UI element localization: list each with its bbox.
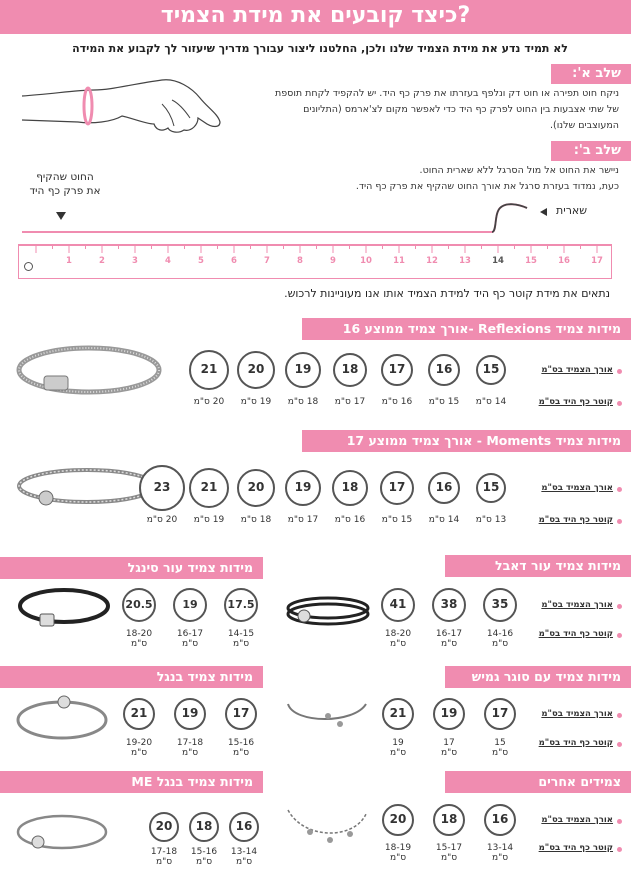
wrist-unit: ס"מ — [491, 853, 509, 863]
row-label-length: אורך הצמיד בס"מ — [541, 483, 613, 493]
wrist-value: 19 — [392, 738, 404, 748]
bangle-wrist-size — [213, 738, 269, 758]
moments-size-circle: 23 — [139, 465, 185, 511]
wrist-unit: ס"מ — [155, 857, 173, 867]
ruler-number: 4 — [165, 256, 171, 266]
thread-label-line: את פרק כף היד — [29, 185, 101, 197]
thread-label — [10, 170, 120, 198]
double-leather-wrist-size — [370, 629, 426, 649]
others-size-circle: 18 — [433, 804, 465, 836]
bullet-dot-icon — [617, 847, 622, 852]
intro-text: לא תמיד נדע את מידת הצמיד שלנו ולכן, החלטנו ליצור עבורך מדריך שיעזור לך לקבוע את המידה — [72, 42, 568, 55]
row-label-wrist: קוטר כף היד בס"מ — [538, 397, 613, 407]
slider-size-circle: 21 — [382, 698, 414, 730]
wrist-value: 18-20 — [384, 629, 412, 639]
others-wrist-size — [370, 843, 426, 863]
ruler-number: 2 — [99, 256, 105, 266]
single-leather-wrist-size — [162, 629, 218, 649]
section-others-title: צמידים אחרים — [445, 771, 631, 793]
double-leather-wrist-size — [472, 629, 528, 649]
reflexions-size-circle: 15 — [476, 355, 506, 385]
bullet-dot-icon — [617, 369, 622, 374]
moments-size-circle: 19 — [285, 470, 321, 506]
wrist-unit: ס"מ — [232, 639, 250, 649]
ruler-number: 8 — [297, 256, 303, 266]
bullet-dot-icon — [617, 401, 622, 406]
wrist-unit: ס"מ — [389, 639, 407, 649]
wrist-value: 16-17 — [176, 629, 204, 639]
others-size-circle: 20 — [382, 804, 414, 836]
wrist-value: 15-16 — [227, 738, 255, 748]
reflexions-size-circle: 19 — [285, 352, 321, 388]
step-b-line: כעת, נמדוד בעזרת סרגל את אורך החוט שהקיף את פרק כף היד. — [355, 181, 619, 192]
ruler-hole-icon — [24, 262, 33, 271]
wrist-unit: ס"מ — [389, 853, 407, 863]
wrist-unit: ס"מ — [440, 639, 458, 649]
single-leather-bracelet-image — [16, 584, 112, 634]
bullet-dot-icon — [617, 713, 622, 718]
row-label-wrist: קוטר כף היד בס"מ — [538, 629, 613, 639]
step-a-line: של שתי אצבעות בין החוט לפרק כף היד כדי לאפשר מקום לצ'ארמס (התליונים — [303, 104, 619, 115]
slider-wrist-size — [472, 738, 528, 758]
section-bangle-me-title: מידות צמיד בנגל ME — [0, 771, 263, 793]
wrist-value: 20 ס"מ — [146, 515, 178, 525]
section-slider-title: מידות צמיד עם סוגר גמיש — [445, 666, 631, 688]
wrist-value: 18-20 — [125, 629, 153, 639]
section-moments-title: מידות צמיד Moments - אורך צמיד ממוצע 17 — [302, 430, 631, 452]
bullet-dot-icon — [617, 742, 622, 747]
wrist-value: 15 ס"מ — [428, 397, 460, 407]
reflexions-size-circle: 20 — [237, 351, 275, 389]
bullet-dot-icon — [617, 819, 622, 824]
wrist-unit: ס"מ — [491, 639, 509, 649]
ruler-number: 17 — [591, 256, 603, 266]
double-leather-bracelet-image — [284, 588, 370, 634]
bullet-dot-icon — [617, 633, 622, 638]
wrist-unit: ס"מ — [181, 748, 199, 758]
bangle-me-wrist-size — [136, 847, 192, 867]
wrist-value: 15-17 — [435, 843, 463, 853]
reflexions-wrist-size — [181, 397, 237, 407]
wrist-value: 14-16 — [486, 629, 514, 639]
wrist-unit: ס"מ — [232, 748, 250, 758]
slider-wrist-size — [370, 738, 426, 758]
ruler-number: 3 — [132, 256, 138, 266]
slider-bracelet-image — [284, 694, 370, 740]
double-leather-wrist-size — [421, 629, 477, 649]
row-label-length: אורך הצמיד בס"מ — [541, 365, 613, 375]
bullet-dot-icon — [617, 487, 622, 492]
bangle-me-bracelet-image — [14, 808, 110, 860]
step-b-line: ניישר את החוט אל מול הסרגל ללא שארית החוט. — [419, 165, 619, 176]
wrist-value: 16-17 — [435, 629, 463, 639]
hand-illustration — [22, 74, 222, 144]
wrist-value: 13-14 — [486, 843, 514, 853]
row-label-length: אורך הצמיד בס"מ — [541, 709, 613, 719]
reflexions-bracelet-image — [14, 340, 164, 400]
wrist-value: 15-16 — [190, 847, 218, 857]
single-leather-size-circle: 20.5 — [122, 588, 156, 622]
moments-size-circle: 16 — [428, 472, 460, 504]
wrist-value: 17-18 — [176, 738, 204, 748]
wrist-value: 19-20 — [125, 738, 153, 748]
section-double-leather-title: מידות צמיד עור דאבל — [445, 555, 631, 577]
step-a-label: שלב א': — [551, 64, 631, 84]
moments-size-circle: 21 — [189, 468, 229, 508]
wrist-unit: ס"מ — [440, 853, 458, 863]
wrist-unit: ס"מ — [440, 748, 458, 758]
moments-wrist-size — [134, 515, 190, 525]
wrist-unit: ס"מ — [130, 748, 148, 758]
single-leather-wrist-size — [213, 629, 269, 649]
wrist-value: 14 ס"מ — [475, 397, 507, 407]
step-b-label: שלב ב': — [551, 141, 631, 161]
moments-size-circle: 17 — [380, 471, 414, 505]
ruler-number: 5 — [198, 256, 204, 266]
slider-size-circle: 19 — [433, 698, 465, 730]
ruler-number: 14 — [492, 256, 504, 266]
others-size-circle: 16 — [484, 804, 516, 836]
reflexions-size-circle: 18 — [333, 353, 367, 387]
step-a-text — [219, 86, 619, 134]
remainder-label: שארית — [556, 204, 588, 217]
wrist-value: 19 ס"מ — [193, 515, 225, 525]
ruler-number: 13 — [459, 256, 471, 266]
wrist-value: 13 ס"מ — [475, 515, 507, 525]
wrist-unit: ס"מ — [389, 748, 407, 758]
wrist-unit: ס"מ — [181, 639, 199, 649]
wrist-value: 17 — [443, 738, 455, 748]
row-label-wrist: קוטר כף היד בס"מ — [538, 738, 613, 748]
single-leather-size-circle: 17.5 — [224, 588, 258, 622]
bangle-me-size-circle: 18 — [189, 812, 219, 842]
slider-wrist-size — [421, 738, 477, 758]
title-bar — [0, 0, 631, 34]
wrist-value: 18-19 — [384, 843, 412, 853]
single-leather-wrist-size — [111, 629, 167, 649]
wrist-unit: ס"מ — [491, 748, 509, 758]
wrist-value: 17 ס"מ — [334, 397, 366, 407]
thread-line — [22, 200, 532, 236]
wrist-unit: ס"מ — [235, 857, 253, 867]
ruler-number: 11 — [393, 256, 405, 266]
others-wrist-size — [472, 843, 528, 863]
row-label-wrist: קוטר כף היד בס"מ — [538, 515, 613, 525]
section-single-leather-title: מידות צמיד עור סינגל — [0, 557, 263, 579]
bangle-size-circle: 21 — [123, 698, 155, 730]
wrist-value: 19 ס"מ — [240, 397, 272, 407]
wrist-value: 18 ס"מ — [240, 515, 272, 525]
section-bangle-title: מידות צמיד בנגל — [0, 666, 263, 688]
wrist-value: 14 ס"מ — [428, 515, 460, 525]
wrist-value: 17-18 — [150, 847, 178, 857]
bangle-wrist-size — [162, 738, 218, 758]
bangle-size-circle: 17 — [225, 698, 257, 730]
ruler-number: 10 — [360, 256, 372, 266]
bullet-dot-icon — [617, 604, 622, 609]
reflexions-size-circle: 21 — [189, 350, 229, 390]
thread-label-line: החוט שהקיף — [36, 171, 94, 183]
step-a-line: המעוצבים שלנו). — [549, 120, 619, 131]
double-leather-size-circle: 35 — [483, 588, 517, 622]
wrist-value: 14-15 — [227, 629, 255, 639]
wrist-value: 16 ס"מ — [381, 397, 413, 407]
single-leather-size-circle: 19 — [173, 588, 207, 622]
bangle-bracelet-image — [14, 694, 110, 746]
row-label-wrist: קוטר כף היד בס"מ — [538, 843, 613, 853]
moments-size-circle: 15 — [476, 473, 506, 503]
section-reflexions-title: מידות צמיד Reflexions -אורך צמיד ממוצע 16 — [302, 318, 631, 340]
wrist-value: 15 — [494, 738, 506, 748]
reflexions-size-circle: 17 — [381, 354, 413, 386]
wrist-value: 17 ס"מ — [287, 515, 319, 525]
row-label-length: אורך הצמיד בס"מ — [541, 815, 613, 825]
others-bracelet-image — [284, 800, 370, 852]
wrist-unit: ס"מ — [195, 857, 213, 867]
ruler-number: 7 — [264, 256, 270, 266]
ruler-number: 6 — [231, 256, 237, 266]
ruler-number: 12 — [426, 256, 438, 266]
bangle-me-size-circle: 20 — [149, 812, 179, 842]
moments-size-circle: 18 — [332, 470, 368, 506]
wrist-value: 16 ס"מ — [334, 515, 366, 525]
wrist-value: 15 ס"מ — [381, 515, 413, 525]
page-title: כיצד קובעים את מידת הצמיד? — [160, 3, 471, 28]
ruler-number: 16 — [558, 256, 570, 266]
remainder-arrow-icon — [540, 208, 547, 216]
ruler-number: 1 — [66, 256, 72, 266]
ruler-number: 9 — [330, 256, 336, 266]
wrist-value: 13-14 — [230, 847, 258, 857]
ruler-number: 15 — [525, 256, 537, 266]
row-label-length: אורך הצמיד בס"מ — [541, 600, 613, 610]
step-a-line: ניקח חוט תפירה או חוט דק ונלפף בעזרתו את פרק כף היד. יש להקפיד לקחת תוספת — [274, 88, 619, 99]
bangle-size-circle: 19 — [174, 698, 206, 730]
step-b-text — [219, 163, 619, 195]
bangle-wrist-size — [111, 738, 167, 758]
bangle-me-size-circle: 16 — [229, 812, 259, 842]
wrist-unit: ס"מ — [130, 639, 148, 649]
reflexions-size-circle: 16 — [428, 354, 460, 386]
wrist-value: 18 ס"מ — [287, 397, 319, 407]
moments-size-circle: 20 — [237, 469, 275, 507]
double-leather-size-circle: 41 — [381, 588, 415, 622]
double-leather-size-circle: 38 — [432, 588, 466, 622]
match-text: נתאים את מידת קוטר כף היד למידת הצמיד אותו אנו מעוניינות לרכוש. — [284, 287, 610, 300]
bullet-dot-icon — [617, 519, 622, 524]
wrist-value: 20 ס"מ — [193, 397, 225, 407]
others-wrist-size — [421, 843, 477, 863]
slider-size-circle: 17 — [484, 698, 516, 730]
